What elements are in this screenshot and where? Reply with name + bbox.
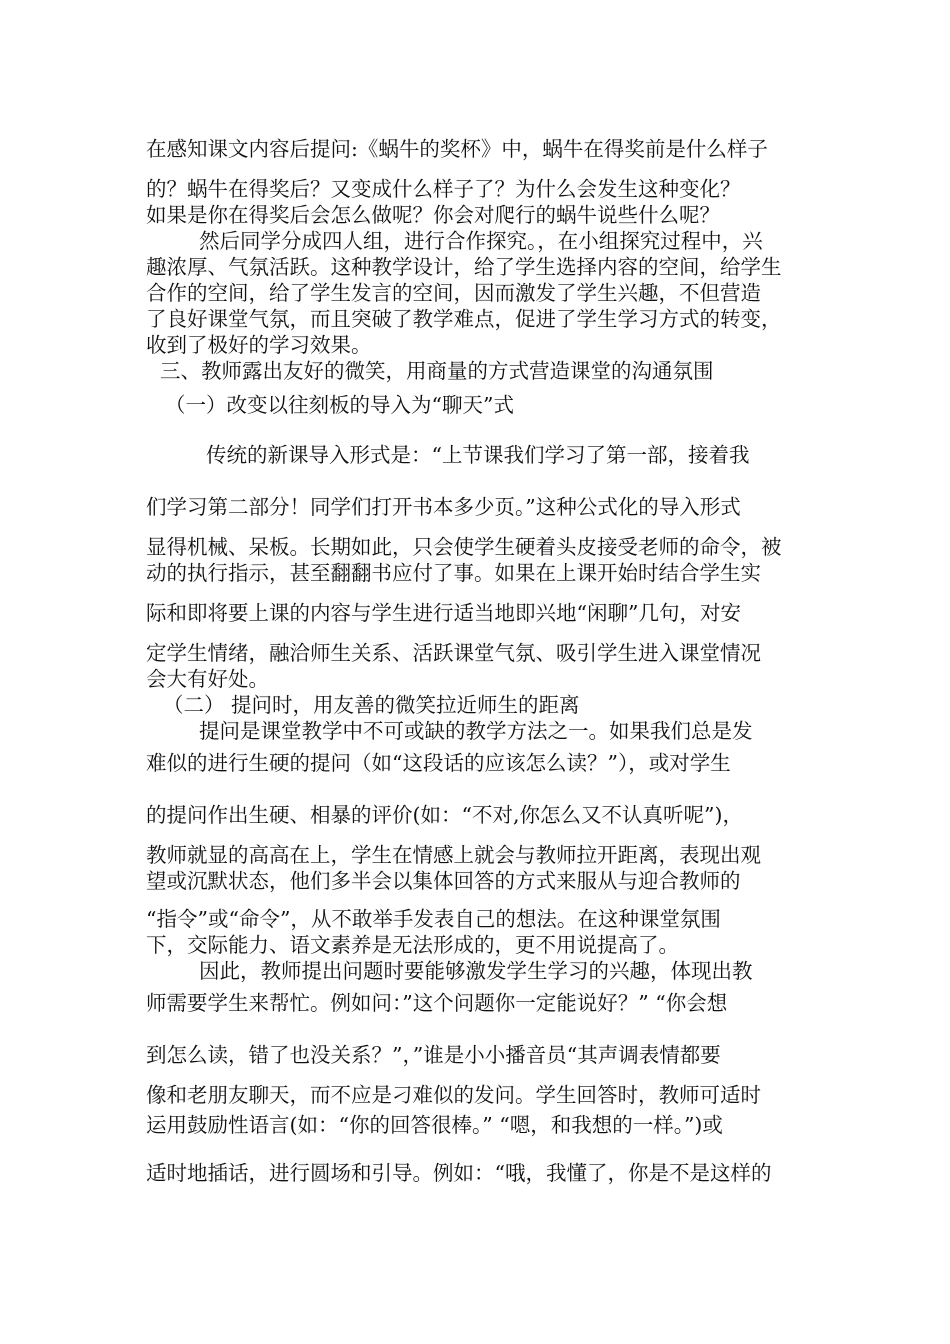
text-line: 望或沉默状态，他们多半会以集体回答的方式来服从与迎合教师的 — [146, 869, 741, 893]
text-line: 合作的空间，给了学生发言的空间，因而激发了学生兴趣，不但营造 — [146, 281, 761, 305]
text-line: 趣浓厚、气氛活跃。这种教学设计，给了学生选择内容的空间，给学生 — [146, 255, 782, 279]
text-line: 了良好课堂气氛，而且突破了教学难点，促进了学生学习方式的转变， — [146, 307, 782, 331]
text-line: 像和老朋友聊天，而不应是刁难似的发问。学生回答时，教师可适时 — [146, 1083, 761, 1107]
text-line: 在感知课文内容后提问:《蜗牛的奖杯》中，蜗牛在得奖前是什么样子 — [146, 137, 768, 161]
text-line: 定学生情绪，融洽师生关系、活跃课堂气氛、吸引学生进入课堂情况 — [146, 641, 761, 665]
text-line: 因此，教师提出问题时要能够激发学生学习的兴趣，体现出教 — [199, 959, 753, 983]
text-line: “指令”或“命令”，从不敢举手发表自己的想法。在这种课堂氛围 — [146, 907, 721, 931]
text-line: 提问是课堂教学中不可或缺的教学方法之一。如果我们总是发 — [199, 719, 753, 743]
text-line: 际和即将要上课的内容与学生进行适当地即兴地“闲聊”几句，对安 — [146, 601, 741, 625]
text-line: 师需要学生来帮忙。例如问：”这个问题你一定能说好？” “你会想 — [146, 991, 728, 1015]
text-line: 运用鼓励性语言(如：“你的回答很棒。” “嗯，和我想的一样。”)或 — [146, 1113, 723, 1137]
text-line: 然后同学分成四人组，进行合作探究。，在小组探究过程中，兴 — [199, 229, 763, 253]
text-line: 动的执行指示，甚至翻翻书应付了事。如果在上课开始时结合学生实 — [146, 561, 761, 585]
text-line: 收到了极好的学习效果。 — [146, 333, 372, 357]
text-line: 的提问作出生硬、相暴的评价(如：“不对,你怎么又不认真听呢”)， — [146, 803, 743, 827]
text-line: 下，交际能力、语文素养是无法形成的，更不用说提高了。 — [146, 933, 679, 957]
section-heading: 三、教师露出友好的微笑，用商量的方式营造课堂的沟通氛围 — [160, 359, 714, 383]
text-line: 适时地插话，进行圆场和引导。例如：“哦，我懂了，你是不是这样的 — [146, 1161, 772, 1185]
text-line: 们学习第二部分！同学们打开书本多少页。”这种公式化的导入形式 — [146, 495, 741, 519]
text-line: 显得机械、呆板。长期如此，只会使学生硬着头皮接受老师的命令，被 — [146, 535, 782, 559]
text-line: 的？蜗牛在得奖后？又变成什么样子了？为什么会发生这种变化？ — [146, 177, 741, 201]
text-line: 传统的新课导入形式是：“上节课我们学习了第一部，接着我 — [206, 443, 750, 467]
text-line: 教师就显的高高在上，学生在情感上就会与教师拉开距离，表现出观 — [146, 843, 761, 867]
text-line: 难似的进行生硬的提问（如“这段话的应该怎么读？”），或对学生 — [146, 751, 731, 775]
subsection-heading: （一）改变以往刻板的导入为“聊天”式 — [165, 393, 514, 417]
text-line: 会大有好处。 — [146, 667, 269, 691]
text-line: 如果是你在得奖后会怎么做呢？你会对爬行的蜗牛说些什么呢？ — [146, 203, 720, 227]
subsection-heading: （二） 提问时，用友善的微笑拉近师生的距离 — [163, 693, 580, 717]
text-line: 到怎么读，错了也没关系？”，”谁是小小播音员“其声调表情都要 — [146, 1043, 721, 1067]
